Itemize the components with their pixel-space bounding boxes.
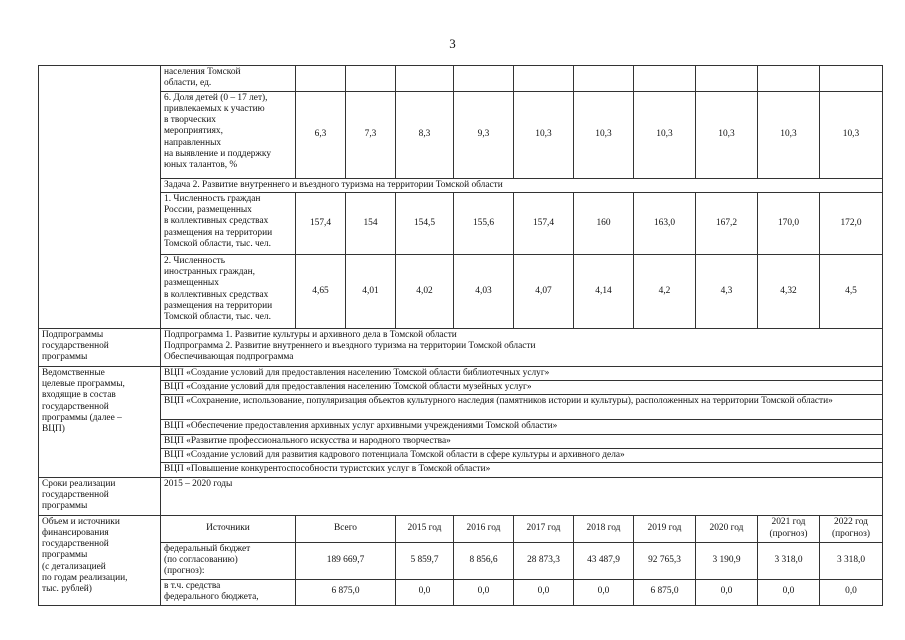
column-header: Всего — [296, 515, 396, 542]
table-cell — [454, 66, 514, 92]
table-cell — [396, 66, 454, 92]
column-header: 2015 год — [396, 515, 454, 542]
left-empty-cell — [39, 66, 161, 329]
table-row — [39, 328, 883, 366]
table-row — [39, 434, 883, 448]
table-cell: 4,5 — [820, 254, 883, 328]
table-cell: 4,07 — [514, 254, 574, 328]
table-cell — [346, 66, 396, 92]
table-cell: 10,3 — [820, 91, 883, 178]
table-cell: 154 — [346, 192, 396, 254]
column-header: 2022 год (прогноз) — [820, 515, 883, 542]
column-header: 2021 год (прогноз) — [758, 515, 820, 542]
indicator-name: 6. Доля детей (0 – 17 лет), привлекаемых к участию в творческих мероприятиях, направленных на выявление и поддержку юных талантов, % — [161, 91, 296, 178]
table-cell — [514, 66, 574, 92]
table-cell: 0,0 — [574, 579, 634, 605]
table-cell: 189 669,7 — [296, 542, 396, 579]
table-cell: 4,02 — [396, 254, 454, 328]
list-item: Подпрограмма 2. Развитие внутреннего и въездного туризма на территории Томской области — [164, 341, 536, 352]
table-row — [39, 448, 883, 462]
table-cell: 157,4 — [514, 192, 574, 254]
table-cell — [574, 66, 634, 92]
list-item: Обеспечивающая подпрограмма — [164, 352, 294, 363]
table-cell — [820, 66, 883, 92]
table-row — [39, 91, 883, 178]
source-name: федеральный бюджет (по согласованию) (прогноз): — [161, 542, 296, 579]
list-item: ВЦП «Повышение конкурентоспособности туристских услуг в Томской области» — [161, 463, 883, 477]
table-row — [39, 463, 883, 477]
table-cell: 4,14 — [574, 254, 634, 328]
table-cell: 0,0 — [820, 579, 883, 605]
section-label-financing: Объем и источники финансирования государственной программы (с детализацией по годам реализации, тыс. рублей) — [39, 515, 161, 605]
table-cell: 7,3 — [346, 91, 396, 178]
table-cell: 170,0 — [758, 192, 820, 254]
table-cell — [634, 66, 696, 92]
table-cell — [758, 66, 820, 92]
page-number: 3 — [449, 36, 456, 51]
table-cell: 163,0 — [634, 192, 696, 254]
column-header: 2019 год — [634, 515, 696, 542]
column-header: 2018 год — [574, 515, 634, 542]
list-item: ВЦП «Обеспечение предоставления архивных услуг архивными учреждениями Томской области» — [161, 420, 883, 434]
table-cell — [696, 66, 758, 92]
indicator-name: населения Томской области, ед. — [161, 66, 296, 92]
table-cell: 10,3 — [758, 91, 820, 178]
table-cell: 0,0 — [758, 579, 820, 605]
list-item: ВЦП «Сохранение, использование, популяризация объектов культурного наследия (памятников истории и культуры), расположенных на территории Томской области» — [161, 395, 883, 420]
table-cell: 0,0 — [514, 579, 574, 605]
table-cell: 6 875,0 — [634, 579, 696, 605]
table-cell: 167,2 — [696, 192, 758, 254]
section-label-vcp: Ведомственные целевые программы, входящие в состав государственной программы (далее – ВЦП) — [39, 366, 161, 477]
list-item: ВЦП «Развитие профессионального искусства и народного творчества» — [161, 434, 883, 448]
table-row — [39, 66, 883, 92]
subprograms-list — [161, 328, 883, 366]
table-cell: 157,4 — [296, 192, 346, 254]
table-cell: 4,32 — [758, 254, 820, 328]
table-row — [39, 381, 883, 395]
table-cell: 0,0 — [396, 579, 454, 605]
passport-table — [38, 65, 883, 606]
table-row — [39, 178, 883, 192]
section-label-terms: Сроки реализации государственной программы — [39, 477, 161, 515]
indicator-name: 1. Численность граждан России, размещенных в коллективных средствах размещения на территории Томской области, тыс. чел. — [161, 192, 296, 254]
column-header: 2017 год — [514, 515, 574, 542]
section-label-subprograms: Подпрограммы государственной программы — [39, 328, 161, 366]
table-row — [39, 579, 883, 605]
table-row — [39, 254, 883, 328]
table-row — [39, 192, 883, 254]
table-cell: 9,3 — [454, 91, 514, 178]
table-row — [39, 542, 883, 579]
table-cell: 10,3 — [574, 91, 634, 178]
source-name: в т.ч. средства федерального бюджета, — [161, 579, 296, 605]
table-cell: 154,5 — [396, 192, 454, 254]
table-cell: 28 873,3 — [514, 542, 574, 579]
column-header: 2016 год — [454, 515, 514, 542]
table-cell: 10,3 — [696, 91, 758, 178]
table-cell: 6,3 — [296, 91, 346, 178]
table-row — [39, 477, 883, 515]
column-header: Источники — [161, 515, 296, 542]
list-item: ВЦП «Создание условий для предоставления населению Томской области музейных услуг» — [161, 381, 883, 395]
table-row — [39, 515, 883, 542]
list-item: ВЦП «Создание условий для развития кадрового потенциала Томской области в сфере культуры и архивного дела» — [161, 448, 883, 462]
table-cell: 155,6 — [454, 192, 514, 254]
list-item: Подпрограмма 1. Развитие культуры и архивного дела в Томской области — [164, 329, 457, 340]
terms-value: 2015 – 2020 годы — [161, 477, 883, 515]
table-cell: 0,0 — [696, 579, 758, 605]
table-cell: 8,3 — [396, 91, 454, 178]
table-cell: 92 765,3 — [634, 542, 696, 579]
table-cell — [296, 66, 346, 92]
table-row — [39, 395, 883, 420]
table-cell: 4,65 — [296, 254, 346, 328]
table-cell: 43 487,9 — [574, 542, 634, 579]
table-cell: 4,01 — [346, 254, 396, 328]
table-cell: 10,3 — [634, 91, 696, 178]
task-heading: Задача 2. Развитие внутреннего и въездного туризма на территории Томской области — [161, 178, 883, 192]
table-cell: 3 190,9 — [696, 542, 758, 579]
table-cell: 160 — [574, 192, 634, 254]
table-cell: 3 318,0 — [758, 542, 820, 579]
table-row — [39, 420, 883, 434]
indicator-name: 2. Численность иностранных граждан, размещенных в коллективных средствах размещения на территории Томской области, тыс. чел. — [161, 254, 296, 328]
table-row — [39, 366, 883, 380]
column-header: 2020 год — [696, 515, 758, 542]
table-cell: 3 318,0 — [820, 542, 883, 579]
table-cell: 172,0 — [820, 192, 883, 254]
table-cell: 10,3 — [514, 91, 574, 178]
list-item: ВЦП «Создание условий для предоставления населению Томской области библиотечных услуг» — [161, 366, 883, 380]
table-cell: 6 875,0 — [296, 579, 396, 605]
table-cell: 5 859,7 — [396, 542, 454, 579]
table-cell: 0,0 — [454, 579, 514, 605]
table-cell: 8 856,6 — [454, 542, 514, 579]
table-cell: 4,3 — [696, 254, 758, 328]
table-cell: 4,2 — [634, 254, 696, 328]
table-cell: 4,03 — [454, 254, 514, 328]
